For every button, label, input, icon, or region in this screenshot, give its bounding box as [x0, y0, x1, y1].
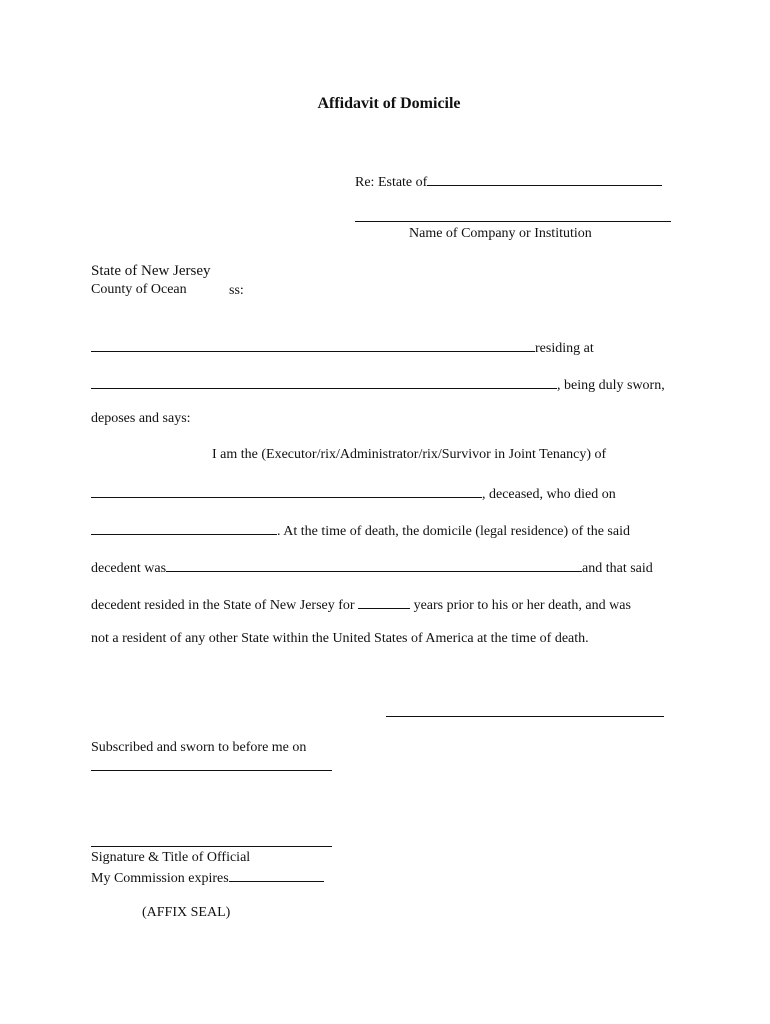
re-estate-row — [355, 173, 662, 190]
commission-row — [91, 869, 324, 886]
affiant-address-blank[interactable] — [91, 376, 557, 389]
document-title: Affidavit of Domicile — [317, 95, 461, 112]
domicile-blank[interactable] — [166, 559, 582, 572]
and-that-said-text: and that said — [582, 561, 653, 576]
domicile-row — [91, 559, 653, 576]
being-duly-sworn-text: , being duly sworn, — [557, 378, 665, 393]
deceased-text: , deceased, who died on — [482, 487, 616, 502]
signature-title-label: Signature & Title of Official — [91, 850, 251, 865]
affix-seal-label: (AFFIX SEAL) — [142, 905, 231, 920]
affiant-address-row — [91, 376, 665, 393]
sworn-date-blank[interactable] — [91, 770, 332, 771]
date-of-death-row — [91, 522, 630, 539]
affiant-name-row — [91, 339, 594, 356]
decedent-was-text: decedent was — [91, 561, 167, 576]
estate-name-blank[interactable] — [427, 173, 662, 186]
affiant-name-blank[interactable] — [91, 339, 535, 352]
company-name-blank[interactable] — [355, 221, 671, 222]
resided-text-2: years prior to his or her death, and was — [413, 598, 631, 613]
deceased-row — [91, 485, 616, 502]
official-signature-blank[interactable] — [91, 846, 332, 847]
role-statement: I am the (Executor/rix/Administrator/rix/Survivor in Joint Tenancy) of — [212, 447, 607, 462]
residing-at-text: residing at — [535, 341, 594, 356]
deposes-text: deposes and says: — [91, 411, 191, 426]
time-of-death-text: . At the time of death, the domicile (legal residence) of the said — [277, 524, 630, 539]
commission-label: My Commission expires — [91, 871, 229, 886]
state-label: State of New Jersey — [91, 263, 211, 279]
county-label: County of Ocean — [91, 282, 187, 297]
ss-label: ss: — [229, 283, 244, 298]
not-resident-text: not a resident of any other State within the United States of America at the time of death. — [91, 631, 589, 646]
subscribed-text: Subscribed and sworn to before me on — [91, 740, 307, 755]
re-estate-label: Re: Estate of — [355, 175, 428, 190]
years-blank[interactable] — [358, 596, 410, 609]
years-resided-row — [91, 596, 631, 613]
company-label: Name of Company or Institution — [409, 226, 592, 241]
commission-expiry-blank[interactable] — [229, 869, 324, 882]
date-of-death-blank[interactable] — [91, 522, 277, 535]
decedent-name-blank[interactable] — [91, 485, 482, 498]
affiant-signature-blank[interactable] — [386, 716, 664, 717]
resided-text-1: decedent resided in the State of New Jersey for — [91, 598, 355, 613]
